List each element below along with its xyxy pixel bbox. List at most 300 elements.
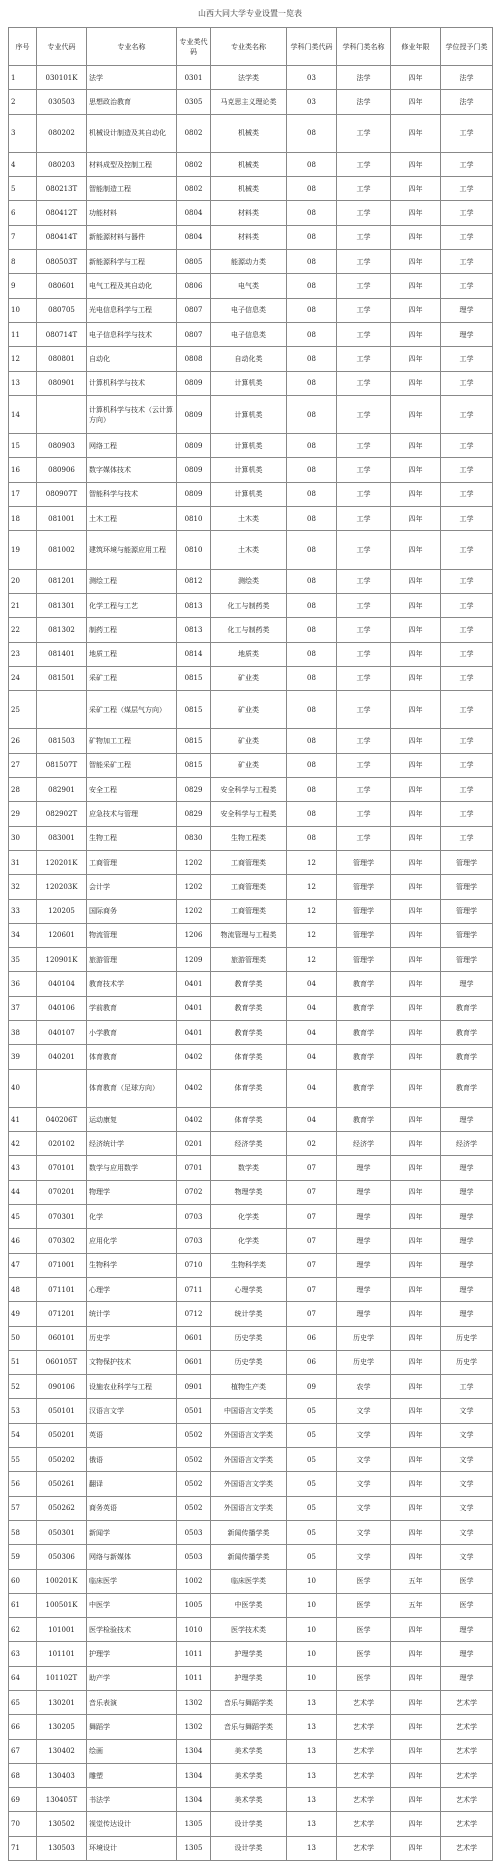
cell-major-name: 视觉传达设计 — [87, 1812, 177, 1836]
cell-index: 29 — [9, 802, 37, 826]
cell-index: 28 — [9, 778, 37, 802]
cell-study-years: 五年 — [391, 1569, 441, 1593]
cell-class-name: 电子信息类 — [211, 322, 287, 346]
cell-index: 9 — [9, 274, 37, 298]
cell-category-name: 医学 — [337, 1569, 391, 1593]
cell-study-years: 四年 — [391, 1763, 441, 1787]
cell-degree: 理学 — [441, 1156, 493, 1180]
cell-class-name: 历史学类 — [211, 1326, 287, 1350]
cell-index: 67 — [9, 1739, 37, 1763]
cell-major-code: 080714T — [37, 322, 87, 346]
cell-category-name: 文学 — [337, 1399, 391, 1423]
cell-index: 41 — [9, 1107, 37, 1131]
cell-class-name: 设计学类 — [211, 1812, 287, 1836]
table-row — [9, 114, 493, 152]
cell-category-code: 06 — [287, 1350, 337, 1374]
cell-major-name: 制药工程 — [87, 618, 177, 642]
cell-class-code: 0710 — [177, 1253, 211, 1277]
cell-category-code: 08 — [287, 225, 337, 249]
cell-class-code: 0802 — [177, 114, 211, 152]
table-row — [9, 1423, 493, 1447]
cell-class-code: 1302 — [177, 1691, 211, 1715]
cell-study-years: 四年 — [391, 482, 441, 506]
cell-category-code: 08 — [287, 642, 337, 666]
cell-class-code: 1202 — [177, 899, 211, 923]
cell-major-name: 会计学 — [87, 875, 177, 899]
cell-index: 36 — [9, 972, 37, 996]
cell-category-name: 工学 — [337, 753, 391, 777]
table-row — [9, 996, 493, 1020]
table-body — [9, 66, 493, 1861]
cell-major-name: 国际商务 — [87, 899, 177, 923]
cell-study-years: 四年 — [391, 152, 441, 176]
cell-index: 11 — [9, 322, 37, 346]
cell-category-name: 文学 — [337, 1472, 391, 1496]
cell-category-code: 08 — [287, 395, 337, 433]
cell-major-code: 100501K — [37, 1593, 87, 1617]
cell-major-name: 智能制造工程 — [87, 177, 177, 201]
cell-category-name: 工学 — [337, 250, 391, 274]
cell-class-code: 0702 — [177, 1180, 211, 1204]
cell-degree: 工学 — [441, 826, 493, 850]
table-row — [9, 972, 493, 996]
cell-major-name: 采矿工程（煤层气方向） — [87, 691, 177, 729]
cell-study-years: 四年 — [391, 458, 441, 482]
table-row — [9, 753, 493, 777]
cell-index: 66 — [9, 1715, 37, 1739]
cell-major-code: 081301 — [37, 593, 87, 617]
cell-category-code: 13 — [287, 1715, 337, 1739]
cell-degree: 管理学 — [441, 923, 493, 947]
cell-class-code: 0201 — [177, 1132, 211, 1156]
table-row — [9, 201, 493, 225]
cell-major-name: 护理学 — [87, 1642, 177, 1666]
cell-category-code: 04 — [287, 1069, 337, 1107]
cell-class-name: 材料类 — [211, 225, 287, 249]
cell-major-code: 120203K — [37, 875, 87, 899]
cell-study-years: 五年 — [391, 1593, 441, 1617]
cell-category-code: 08 — [287, 482, 337, 506]
cell-category-name: 艺术学 — [337, 1812, 391, 1836]
cell-degree: 理学 — [441, 1302, 493, 1326]
cell-degree: 艺术学 — [441, 1691, 493, 1715]
cell-category-name: 工学 — [337, 322, 391, 346]
table-row — [9, 1205, 493, 1229]
cell-class-name: 地质类 — [211, 642, 287, 666]
cell-degree: 工学 — [441, 618, 493, 642]
cell-index: 40 — [9, 1069, 37, 1107]
cell-major-name: 矿物加工工程 — [87, 729, 177, 753]
cell-index: 52 — [9, 1375, 37, 1399]
cell-class-name: 机械类 — [211, 114, 287, 152]
cell-class-name: 材料类 — [211, 201, 287, 225]
table-row — [9, 1569, 493, 1593]
cell-degree: 教育学 — [441, 996, 493, 1020]
cell-index: 10 — [9, 298, 37, 322]
cell-category-code: 12 — [287, 875, 337, 899]
cell-class-name: 历史学类 — [211, 1350, 287, 1374]
cell-degree: 理学 — [441, 1618, 493, 1642]
cell-degree: 工学 — [441, 642, 493, 666]
cell-index: 65 — [9, 1691, 37, 1715]
cell-class-code: 1011 — [177, 1642, 211, 1666]
cell-major-code: 101101 — [37, 1642, 87, 1666]
cell-class-code: 0402 — [177, 1069, 211, 1107]
cell-major-name: 历史学 — [87, 1326, 177, 1350]
cell-category-name: 工学 — [337, 395, 391, 433]
cell-class-code: 0809 — [177, 458, 211, 482]
cell-class-name: 外国语言文学类 — [211, 1423, 287, 1447]
table-row — [9, 1107, 493, 1131]
cell-category-code: 05 — [287, 1399, 337, 1423]
cell-study-years: 四年 — [391, 802, 441, 826]
cell-index: 27 — [9, 753, 37, 777]
cell-major-code: 130502 — [37, 1812, 87, 1836]
cell-category-name: 教育学 — [337, 1107, 391, 1131]
cell-category-name: 工学 — [337, 802, 391, 826]
cell-major-name: 音乐表演 — [87, 1691, 177, 1715]
cell-class-name: 计算机类 — [211, 482, 287, 506]
cell-major-code: 130403 — [37, 1763, 87, 1787]
cell-degree: 文学 — [441, 1448, 493, 1472]
cell-class-code: 0805 — [177, 250, 211, 274]
cell-major-name: 医学检验技术 — [87, 1618, 177, 1642]
header-class-name: 专业类名称 — [211, 28, 287, 66]
table-row — [9, 507, 493, 531]
cell-class-code: 1304 — [177, 1788, 211, 1812]
cell-study-years: 四年 — [391, 899, 441, 923]
cell-index: 51 — [9, 1350, 37, 1374]
table-row — [9, 826, 493, 850]
cell-major-code: 081302 — [37, 618, 87, 642]
cell-class-code: 0810 — [177, 507, 211, 531]
cell-study-years: 四年 — [391, 569, 441, 593]
cell-category-code: 13 — [287, 1763, 337, 1787]
cell-category-name: 农学 — [337, 1375, 391, 1399]
cell-major-name: 机械设计制造及其自动化 — [87, 114, 177, 152]
cell-major-code: 081002 — [37, 531, 87, 569]
table-row — [9, 691, 493, 729]
cell-major-code: 050261 — [37, 1472, 87, 1496]
cell-class-name: 电子信息类 — [211, 298, 287, 322]
cell-major-code: 080202 — [37, 114, 87, 152]
cell-class-name: 马克思主义理论类 — [211, 90, 287, 114]
cell-degree: 工学 — [441, 1375, 493, 1399]
cell-study-years: 四年 — [391, 1642, 441, 1666]
cell-degree: 医学 — [441, 1593, 493, 1617]
cell-degree: 法学 — [441, 90, 493, 114]
cell-major-name: 化学 — [87, 1205, 177, 1229]
cell-category-name: 理学 — [337, 1277, 391, 1301]
cell-class-name: 土木类 — [211, 507, 287, 531]
cell-study-years: 四年 — [391, 1180, 441, 1204]
cell-class-name: 外国语言文学类 — [211, 1496, 287, 1520]
cell-major-name: 雕塑 — [87, 1763, 177, 1787]
cell-category-code: 12 — [287, 948, 337, 972]
cell-index: 46 — [9, 1229, 37, 1253]
cell-index: 53 — [9, 1399, 37, 1423]
cell-degree: 历史学 — [441, 1326, 493, 1350]
table-row — [9, 90, 493, 114]
cell-major-name: 光电信息科学与工程 — [87, 298, 177, 322]
cell-major-name: 商务英语 — [87, 1496, 177, 1520]
cell-class-name: 美术学类 — [211, 1788, 287, 1812]
cell-class-code: 0806 — [177, 274, 211, 298]
cell-class-name: 美术学类 — [211, 1739, 287, 1763]
header-class-code: 专业类代码 — [177, 28, 211, 66]
cell-study-years: 四年 — [391, 642, 441, 666]
cell-major-code: 080907T — [37, 482, 87, 506]
cell-major-code: 120601 — [37, 923, 87, 947]
cell-major-name: 思想政治教育 — [87, 90, 177, 114]
cell-category-name: 医学 — [337, 1593, 391, 1617]
cell-index: 31 — [9, 850, 37, 874]
table-row — [9, 66, 493, 90]
cell-major-code: 040107 — [37, 1020, 87, 1044]
cell-category-code: 08 — [287, 691, 337, 729]
cell-index: 16 — [9, 458, 37, 482]
cell-major-code: 020102 — [37, 1132, 87, 1156]
cell-study-years: 四年 — [391, 1375, 441, 1399]
cell-study-years: 四年 — [391, 826, 441, 850]
cell-category-name: 文学 — [337, 1448, 391, 1472]
cell-major-code: 081201 — [37, 569, 87, 593]
cell-index: 44 — [9, 1180, 37, 1204]
table-row — [9, 1520, 493, 1544]
cell-degree: 工学 — [441, 201, 493, 225]
cell-class-code: 0809 — [177, 482, 211, 506]
cell-category-code: 08 — [287, 802, 337, 826]
cell-major-name: 建筑环境与能源应用工程 — [87, 531, 177, 569]
cell-class-name: 计算机类 — [211, 371, 287, 395]
cell-degree: 工学 — [441, 225, 493, 249]
cell-category-code: 10 — [287, 1569, 337, 1593]
cell-study-years: 四年 — [391, 347, 441, 371]
cell-degree: 工学 — [441, 152, 493, 176]
cell-study-years: 四年 — [391, 1326, 441, 1350]
table-row — [9, 1302, 493, 1326]
cell-index: 38 — [9, 1020, 37, 1044]
cell-index: 47 — [9, 1253, 37, 1277]
cell-class-name: 测绘类 — [211, 569, 287, 593]
cell-major-name: 生物科学 — [87, 1253, 177, 1277]
cell-category-code: 08 — [287, 371, 337, 395]
cell-class-code: 0502 — [177, 1448, 211, 1472]
cell-degree: 工学 — [441, 531, 493, 569]
cell-class-name: 机械类 — [211, 152, 287, 176]
cell-category-name: 工学 — [337, 177, 391, 201]
cell-degree: 工学 — [441, 778, 493, 802]
table-row — [9, 1399, 493, 1423]
cell-major-code: 120205 — [37, 899, 87, 923]
cell-degree: 艺术学 — [441, 1739, 493, 1763]
cell-index: 58 — [9, 1520, 37, 1544]
cell-major-name: 教育技术学 — [87, 972, 177, 996]
table-row — [9, 569, 493, 593]
cell-index: 8 — [9, 250, 37, 274]
cell-index: 63 — [9, 1642, 37, 1666]
cell-category-code: 12 — [287, 850, 337, 874]
cell-category-code: 13 — [287, 1691, 337, 1715]
cell-degree: 艺术学 — [441, 1812, 493, 1836]
cell-class-code: 0703 — [177, 1205, 211, 1229]
cell-category-code: 07 — [287, 1156, 337, 1180]
cell-class-code: 0601 — [177, 1326, 211, 1350]
cell-class-name: 工商管理类 — [211, 899, 287, 923]
cell-category-code: 04 — [287, 996, 337, 1020]
cell-major-name: 文物保护技术 — [87, 1350, 177, 1374]
cell-study-years: 四年 — [391, 507, 441, 531]
cell-class-name: 土木类 — [211, 531, 287, 569]
cell-study-years: 四年 — [391, 322, 441, 346]
cell-category-name: 法学 — [337, 66, 391, 90]
cell-category-name: 工学 — [337, 531, 391, 569]
cell-class-name: 化学类 — [211, 1229, 287, 1253]
cell-category-code: 04 — [287, 972, 337, 996]
cell-category-name: 管理学 — [337, 850, 391, 874]
cell-class-code: 0815 — [177, 666, 211, 690]
cell-major-code: 130201 — [37, 1691, 87, 1715]
cell-major-name: 数字媒体技术 — [87, 458, 177, 482]
cell-degree: 工学 — [441, 177, 493, 201]
cell-category-name: 经济学 — [337, 1132, 391, 1156]
cell-category-name: 工学 — [337, 274, 391, 298]
cell-study-years: 四年 — [391, 1618, 441, 1642]
cell-index: 13 — [9, 371, 37, 395]
cell-class-name: 体育学类 — [211, 1107, 287, 1131]
cell-major-name: 翻译 — [87, 1472, 177, 1496]
cell-class-name: 心理学类 — [211, 1277, 287, 1301]
cell-category-code: 08 — [287, 152, 337, 176]
cell-major-code: 080906 — [37, 458, 87, 482]
cell-class-code: 1209 — [177, 948, 211, 972]
cell-major-name: 体育教育 — [87, 1045, 177, 1069]
cell-class-code: 0809 — [177, 395, 211, 433]
cell-class-code: 0815 — [177, 753, 211, 777]
cell-category-code: 08 — [287, 666, 337, 690]
cell-degree: 教育学 — [441, 1069, 493, 1107]
cell-major-name: 英语 — [87, 1423, 177, 1447]
cell-major-name: 体育教育（足球方向） — [87, 1069, 177, 1107]
cell-index: 6 — [9, 201, 37, 225]
cell-major-name: 经济统计学 — [87, 1132, 177, 1156]
cell-major-code: 060101 — [37, 1326, 87, 1350]
cell-major-name: 新能源材料与器件 — [87, 225, 177, 249]
cell-category-name: 工学 — [337, 691, 391, 729]
cell-class-name: 经济学类 — [211, 1132, 287, 1156]
cell-degree: 工学 — [441, 593, 493, 617]
cell-degree: 管理学 — [441, 948, 493, 972]
cell-major-code: 090106 — [37, 1375, 87, 1399]
cell-degree: 教育学 — [441, 1045, 493, 1069]
cell-major-name: 数学与应用数学 — [87, 1156, 177, 1180]
cell-degree: 工学 — [441, 395, 493, 433]
cell-category-code: 05 — [287, 1496, 337, 1520]
cell-class-code: 0830 — [177, 826, 211, 850]
table-row — [9, 1448, 493, 1472]
cell-category-code: 07 — [287, 1253, 337, 1277]
cell-category-code: 09 — [287, 1375, 337, 1399]
cell-major-name: 电子信息科学与技术 — [87, 322, 177, 346]
cell-index: 3 — [9, 114, 37, 152]
cell-category-name: 工学 — [337, 298, 391, 322]
table-row — [9, 642, 493, 666]
cell-class-code: 0402 — [177, 1045, 211, 1069]
cell-major-code: 081401 — [37, 642, 87, 666]
cell-index: 43 — [9, 1156, 37, 1180]
cell-study-years: 四年 — [391, 395, 441, 433]
cell-degree: 工学 — [441, 371, 493, 395]
cell-category-name: 艺术学 — [337, 1763, 391, 1787]
cell-category-code: 08 — [287, 618, 337, 642]
cell-study-years: 四年 — [391, 1739, 441, 1763]
cell-index: 64 — [9, 1666, 37, 1690]
cell-class-name: 电气类 — [211, 274, 287, 298]
cell-class-name: 计算机类 — [211, 395, 287, 433]
cell-study-years: 四年 — [391, 1423, 441, 1447]
cell-major-name: 旅游管理 — [87, 948, 177, 972]
cell-class-code: 1202 — [177, 850, 211, 874]
cell-class-code: 0401 — [177, 1020, 211, 1044]
cell-class-code: 1010 — [177, 1618, 211, 1642]
table-row — [9, 1763, 493, 1787]
table-row — [9, 802, 493, 826]
table-row — [9, 850, 493, 874]
cell-major-name: 物流管理 — [87, 923, 177, 947]
cell-study-years: 四年 — [391, 1691, 441, 1715]
cell-category-name: 工学 — [337, 642, 391, 666]
table-row — [9, 899, 493, 923]
cell-class-name: 中医学类 — [211, 1593, 287, 1617]
cell-study-years: 四年 — [391, 1107, 441, 1131]
cell-category-code: 08 — [287, 569, 337, 593]
cell-class-code: 1011 — [177, 1666, 211, 1690]
cell-major-name: 工商管理 — [87, 850, 177, 874]
cell-major-code: 130503 — [37, 1836, 87, 1860]
cell-degree: 理学 — [441, 1229, 493, 1253]
table-row — [9, 250, 493, 274]
cell-major-code: 080801 — [37, 347, 87, 371]
cell-index: 17 — [9, 482, 37, 506]
cell-class-name: 法学类 — [211, 66, 287, 90]
cell-degree: 理学 — [441, 1205, 493, 1229]
table-row — [9, 482, 493, 506]
cell-class-name: 护理学类 — [211, 1666, 287, 1690]
header-major-name: 专业名称 — [87, 28, 177, 66]
cell-class-name: 物理学类 — [211, 1180, 287, 1204]
cell-class-name: 化学类 — [211, 1205, 287, 1229]
table-row — [9, 1132, 493, 1156]
cell-category-name: 文学 — [337, 1496, 391, 1520]
cell-major-name: 生物工程 — [87, 826, 177, 850]
cell-class-code: 0804 — [177, 225, 211, 249]
cell-major-name: 安全工程 — [87, 778, 177, 802]
cell-index: 15 — [9, 434, 37, 458]
cell-category-name: 工学 — [337, 152, 391, 176]
table-row — [9, 1812, 493, 1836]
cell-category-code: 08 — [287, 753, 337, 777]
cell-study-years: 四年 — [391, 972, 441, 996]
cell-major-name: 舞蹈学 — [87, 1715, 177, 1739]
cell-category-code: 06 — [287, 1326, 337, 1350]
cell-study-years: 四年 — [391, 1812, 441, 1836]
cell-class-name: 自动化类 — [211, 347, 287, 371]
cell-category-name: 工学 — [337, 201, 391, 225]
cell-category-name: 工学 — [337, 482, 391, 506]
cell-degree: 工学 — [441, 753, 493, 777]
cell-study-years: 四年 — [391, 1205, 441, 1229]
cell-major-code: 071201 — [37, 1302, 87, 1326]
